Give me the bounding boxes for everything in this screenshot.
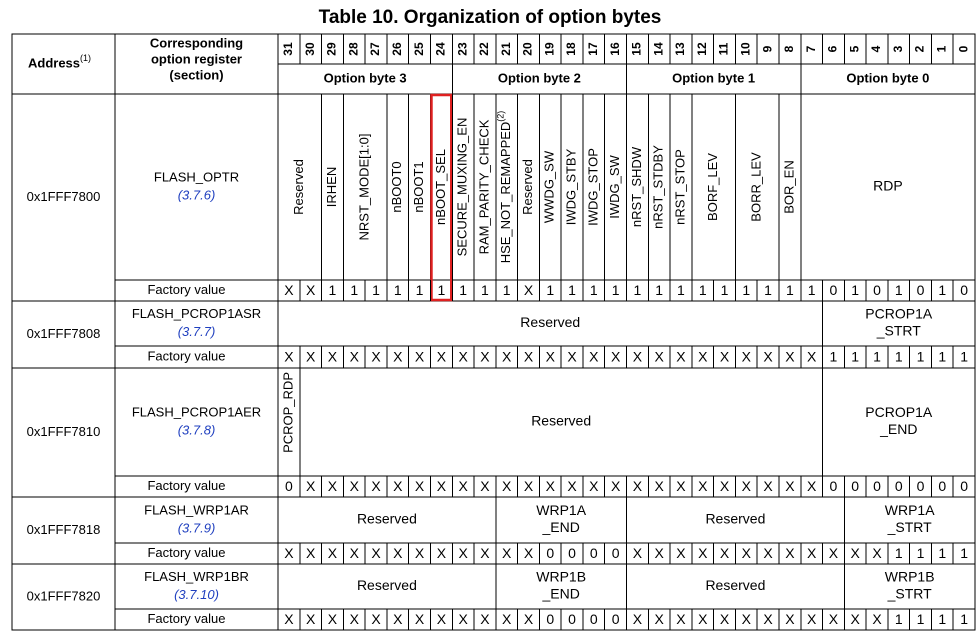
factory-bit-value: X [806, 611, 817, 628]
factory-bit-value: 1 [938, 282, 947, 299]
factory-bit-value: X [414, 545, 425, 562]
factory-bit-value: 0 [546, 545, 555, 562]
field-label: _END [542, 585, 580, 602]
factory-bit-value: X [480, 611, 490, 628]
field-label: nBOOT1 [411, 161, 427, 213]
factory-bit-value: 0 [873, 478, 881, 495]
register-name: FLASH_PCROP1ASR [131, 305, 262, 321]
field-label: Reserved [705, 577, 766, 594]
factory-bit-value: X [589, 348, 599, 365]
factory-bit-value: 0 [611, 545, 620, 562]
factory-bit-value: 1 [829, 348, 838, 365]
factory-bit-value: X [785, 478, 795, 495]
factory-bit-value: 1 [611, 282, 620, 299]
factory-bit-value: X [763, 348, 773, 365]
factory-bit-value: 0 [589, 611, 598, 628]
factory-bit-value: 1 [720, 282, 729, 299]
factory-bit-value: 0 [546, 611, 555, 628]
factory-bit-value: 1 [807, 282, 816, 299]
factory-bit-value: X [371, 611, 381, 628]
factory-bit-value: X [567, 348, 577, 365]
bit-number: 20 [520, 42, 535, 56]
bit-number: 30 [302, 42, 317, 56]
factory-bit-value: X [436, 348, 447, 365]
field-label: _END [542, 519, 580, 536]
factory-bit-value: X [698, 545, 708, 562]
register-address: 0x1FFF7820 [26, 588, 101, 604]
factory-bit-value: X [698, 478, 708, 495]
factory-bit-value: 1 [502, 282, 511, 299]
bit-number: 5 [847, 45, 862, 53]
factory-bit-value: 1 [633, 282, 642, 299]
bit-number: 16 [607, 42, 622, 56]
factory-bit-value: 1 [698, 282, 707, 299]
field-label: Reserved [520, 314, 581, 331]
field-label: WRP1A [884, 502, 935, 519]
factory-bit-value: X [523, 282, 534, 299]
factory-bit-value: X [763, 478, 773, 495]
field-label: BORR_LEV [748, 152, 764, 222]
factory-bit-value: X [632, 348, 643, 365]
factory-bit-value: 0 [611, 611, 620, 628]
field-label: NRST_MODE[1:0] [356, 133, 372, 241]
factory-bit-value: X [327, 611, 338, 628]
factory-bit-value: X [806, 348, 817, 365]
factory-bit-value: 1 [938, 348, 947, 365]
bit-number: 12 [694, 42, 709, 56]
factory-bit-value: X [414, 348, 425, 365]
factory-bit-value: X [741, 478, 751, 495]
factory-bit-value: 0 [284, 478, 293, 495]
bit-number: 27 [368, 42, 383, 56]
factory-bit-value: 1 [785, 282, 794, 299]
field-label: _STRT [887, 585, 932, 602]
factory-bit-value: X [741, 611, 751, 628]
factory-bit-value: X [676, 545, 686, 562]
field-label: RDP [873, 177, 903, 194]
factory-bit-value: X [393, 478, 403, 495]
factory-bit-value: X [371, 545, 381, 562]
factory-bit-value: X [414, 611, 425, 628]
factory-bit-value: X [502, 611, 512, 628]
register-address: 0x1FFF7810 [26, 423, 101, 439]
factory-bit-value: X [502, 545, 512, 562]
bit-number: 21 [498, 42, 513, 56]
bit-number: 3 [890, 45, 905, 53]
field-label: BORF_LEV [705, 153, 721, 221]
factory-bit-value: 0 [829, 478, 838, 495]
register-address: 0x1FFF7800 [26, 188, 101, 204]
factory-bit-value: X [654, 478, 664, 495]
field-label: Reserved [291, 159, 307, 215]
factory-bit-value: X [393, 611, 403, 628]
bit-number: 13 [673, 42, 688, 56]
bit-number: 23 [455, 42, 470, 56]
register-header: (section) [169, 67, 224, 83]
factory-value-label: Factory value [147, 610, 226, 626]
register-name: FLASH_PCROP1AER [131, 404, 262, 420]
field-label: SECURE_MUXING_EN [454, 117, 470, 257]
factory-bit-value: X [719, 545, 730, 562]
field-label: Reserved [531, 412, 592, 429]
field-label: IWDG_STOP [585, 148, 601, 226]
bit-number: 15 [629, 42, 644, 56]
bit-number: 25 [411, 42, 426, 56]
factory-bit-value: X [458, 348, 468, 365]
factory-bit-value: X [436, 478, 447, 495]
bit-number: 29 [324, 42, 339, 56]
register-header: Corresponding [149, 35, 244, 51]
footnote-marker: (2) [496, 110, 507, 122]
bit-number: 7 [803, 45, 818, 53]
register-name: FLASH_OPTR [153, 169, 240, 185]
section-link: (3.7.7) [177, 323, 216, 339]
factory-bit-value: 1 [589, 282, 598, 299]
bit-number: 14 [651, 42, 666, 56]
bit-number: 18 [564, 42, 579, 56]
factory-bit-value: X [567, 478, 577, 495]
factory-bit-value: X [349, 545, 359, 562]
bit-number: 17 [586, 42, 600, 56]
bit-number: 0 [956, 45, 971, 53]
factory-bit-value: 1 [764, 282, 772, 299]
factory-bit-value: X [828, 611, 839, 628]
option-byte-header: Option byte 1 [672, 70, 756, 86]
factory-bit-value: 1 [372, 282, 380, 299]
factory-bit-value: X [763, 545, 773, 562]
factory-bit-value: X [741, 348, 751, 365]
factory-bit-value: X [850, 545, 860, 562]
factory-bit-value: X [284, 348, 294, 365]
factory-bit-value: X [676, 478, 686, 495]
field-label: _END [880, 421, 918, 438]
factory-bit-value: X [785, 348, 795, 365]
factory-bit-value: 1 [459, 282, 468, 299]
bit-number: 9 [760, 45, 775, 53]
factory-bit-value: X [828, 545, 839, 562]
factory-bit-value: X [545, 348, 555, 365]
section-link: (3.7.10) [174, 586, 219, 602]
factory-bit-value: X [349, 478, 359, 495]
field-label: HSE_NOT_REMAPPED$^{(2)}$ [496, 110, 514, 264]
factory-bit-value: X [806, 545, 817, 562]
factory-bit-value: X [393, 348, 403, 365]
factory-bit-value: X [523, 545, 534, 562]
field-label: nRST_SHDW [628, 146, 644, 228]
factory-bit-value: X [654, 611, 664, 628]
factory-value-label: Factory value [147, 477, 226, 493]
factory-bit-value: 1 [677, 282, 685, 299]
factory-bit-value: 1 [350, 282, 359, 299]
factory-bit-value: X [371, 478, 381, 495]
register-name: FLASH_WRP1BR [144, 568, 249, 584]
factory-bit-value: X [632, 611, 643, 628]
factory-bit-value: X [284, 611, 294, 628]
bit-number: 11 [716, 42, 731, 56]
factory-bit-value: X [589, 478, 599, 495]
factory-bit-value: 0 [829, 282, 838, 299]
factory-bit-value: X [327, 545, 338, 562]
factory-bit-value: X [349, 611, 359, 628]
factory-bit-value: X [610, 348, 621, 365]
field-label: PCROP1A [865, 404, 933, 421]
field-label: nRST_STOP [672, 149, 688, 225]
register-header: option register [150, 51, 243, 67]
factory-bit-value: 0 [873, 282, 881, 299]
factory-bit-value: X [785, 545, 795, 562]
factory-bit-value: 1 [960, 545, 969, 562]
field-label: IWDG_SW [607, 155, 623, 219]
factory-bit-value: X [676, 348, 686, 365]
factory-bit-value: X [480, 478, 490, 495]
factory-bit-value: X [785, 611, 795, 628]
bit-number: 22 [477, 42, 492, 56]
factory-bit-value: X [436, 611, 447, 628]
factory-bit-value: X [480, 545, 490, 562]
factory-bit-value: X [872, 545, 882, 562]
factory-bit-value: X [306, 611, 316, 628]
factory-bit-value: 1 [938, 611, 947, 628]
factory-bit-value: 0 [568, 611, 576, 628]
factory-bit-value: 1 [481, 282, 489, 299]
field-label: PCROP_RDP [280, 372, 296, 453]
option-byte-header: Option byte 0 [846, 70, 930, 86]
factory-bit-value: 1 [916, 545, 925, 562]
factory-value-label: Factory value [147, 281, 226, 297]
factory-bit-value: X [872, 611, 882, 628]
factory-bit-value: X [654, 545, 664, 562]
field-label: Reserved [356, 510, 417, 527]
bit-number: 24 [433, 42, 448, 56]
factory-bit-value: 1 [415, 282, 424, 299]
table-frame [12, 34, 975, 630]
factory-bit-value: X [436, 545, 447, 562]
factory-bit-value: X [306, 348, 316, 365]
bit-number: 26 [389, 42, 404, 56]
bit-number: 8 [782, 45, 797, 53]
register-name: FLASH_WRP1AR [144, 502, 249, 518]
factory-bit-value: X [545, 478, 555, 495]
field-label: BOR_EN [781, 160, 797, 214]
factory-bit-value: X [632, 478, 643, 495]
factory-bit-value: 1 [916, 348, 925, 365]
factory-bit-value: X [698, 611, 708, 628]
factory-bit-value: 0 [960, 282, 969, 299]
factory-bit-value: 1 [655, 282, 664, 299]
factory-bit-value: X [719, 478, 730, 495]
factory-bit-value: X [698, 348, 708, 365]
factory-bit-value: X [284, 282, 294, 299]
factory-bit-value: X [306, 478, 316, 495]
field-label: IRHEN [323, 166, 339, 208]
factory-bit-value: 0 [916, 282, 925, 299]
factory-bit-value: X [806, 478, 817, 495]
factory-bit-value: 1 [960, 348, 969, 365]
factory-bit-value: X [327, 348, 338, 365]
field-label: nBOOT_SEL [432, 149, 448, 225]
factory-bit-value: X [306, 282, 316, 299]
factory-bit-value: X [523, 611, 534, 628]
factory-bit-value: X [284, 545, 294, 562]
factory-bit-value: 1 [393, 282, 402, 299]
field-label: PCROP1A [865, 305, 933, 322]
factory-bit-value: X [393, 545, 403, 562]
factory-bit-value: X [610, 478, 621, 495]
factory-bit-value: 1 [938, 545, 947, 562]
factory-bit-value: 1 [328, 282, 337, 299]
factory-bit-value: X [502, 348, 512, 365]
factory-bit-value: 1 [894, 545, 903, 562]
option-byte-header: Option byte 3 [323, 70, 407, 86]
factory-bit-value: X [458, 611, 468, 628]
factory-bit-value: 1 [894, 282, 903, 299]
factory-bit-value: X [763, 611, 773, 628]
factory-bit-value: X [654, 348, 664, 365]
factory-bit-value: 1 [851, 348, 860, 365]
factory-bit-value: 0 [589, 545, 598, 562]
field-label: WWDG_SW [541, 150, 557, 224]
factory-bit-value: 0 [916, 478, 925, 495]
footnote-marker: (1) [80, 53, 92, 64]
factory-bit-value: X [327, 478, 338, 495]
field-label: nRST_STDBY [650, 145, 666, 229]
field-label: _STRT [876, 322, 921, 339]
factory-bit-value: X [502, 478, 512, 495]
factory-bit-value: 1 [851, 282, 860, 299]
factory-bit-value: 1 [916, 611, 925, 628]
register-address: 0x1FFF7818 [26, 521, 101, 537]
bit-number: 1 [934, 45, 949, 53]
bit-number: 4 [869, 45, 884, 53]
factory-bit-value: 0 [851, 478, 860, 495]
factory-bit-value: X [523, 348, 534, 365]
factory-bit-value: 0 [938, 478, 947, 495]
factory-bit-value: 0 [894, 478, 903, 495]
factory-value-label: Factory value [147, 544, 226, 560]
factory-bit-value: 1 [568, 282, 576, 299]
factory-bit-value: 1 [742, 282, 751, 299]
factory-bit-value: X [480, 348, 490, 365]
factory-bit-value: X [741, 545, 751, 562]
field-label: RAM_PARITY_CHECK [476, 119, 492, 255]
factory-bit-value: X [458, 545, 468, 562]
factory-bit-value: 1 [894, 348, 903, 365]
field-label: WRP1B [884, 568, 935, 585]
factory-bit-value: X [349, 348, 359, 365]
factory-bit-value: 1 [546, 282, 555, 299]
section-link: (3.7.6) [177, 187, 216, 203]
factory-bit-value: X [719, 348, 730, 365]
field-label: Reserved [705, 510, 766, 527]
factory-bit-value: X [371, 348, 381, 365]
factory-bit-value: X [523, 478, 534, 495]
factory-bit-value: 0 [960, 478, 969, 495]
bit-number: 2 [912, 45, 927, 53]
factory-bit-value: 0 [568, 545, 576, 562]
factory-bit-value: X [850, 611, 860, 628]
register-address: 0x1FFF7808 [26, 325, 101, 341]
field-label: Reserved [356, 577, 417, 594]
bit-number: 10 [738, 42, 753, 56]
factory-bit-value: 1 [437, 282, 446, 299]
field-label: IWDG_STBY [563, 148, 579, 226]
factory-bit-value: X [676, 611, 686, 628]
factory-bit-value: 1 [894, 611, 903, 628]
field-label: Reserved [519, 159, 535, 215]
section-link: (3.7.9) [177, 520, 216, 536]
factory-bit-value: X [414, 478, 425, 495]
bit-number: 19 [542, 42, 557, 56]
address-header: Address$^{(1)}$ [27, 53, 92, 71]
field-label: WRP1B [536, 568, 587, 585]
factory-bit-value: 1 [873, 348, 881, 365]
table-title: Table 10. Organization of option bytes [318, 7, 662, 28]
factory-bit-value: X [719, 611, 730, 628]
field-label: nBOOT0 [389, 161, 405, 213]
section-link: (3.7.8) [177, 422, 216, 438]
factory-bit-value: X [306, 545, 316, 562]
field-label: _STRT [887, 519, 932, 536]
bit-number: 28 [346, 42, 361, 56]
factory-bit-value: 1 [960, 611, 969, 628]
option-byte-header: Option byte 2 [497, 70, 581, 86]
factory-value-label: Factory value [147, 348, 226, 364]
factory-bit-value: X [458, 478, 468, 495]
field-label: WRP1A [536, 502, 587, 519]
factory-bit-value: X [632, 545, 643, 562]
bit-number: 6 [825, 45, 840, 53]
bit-number: 31 [281, 42, 296, 56]
